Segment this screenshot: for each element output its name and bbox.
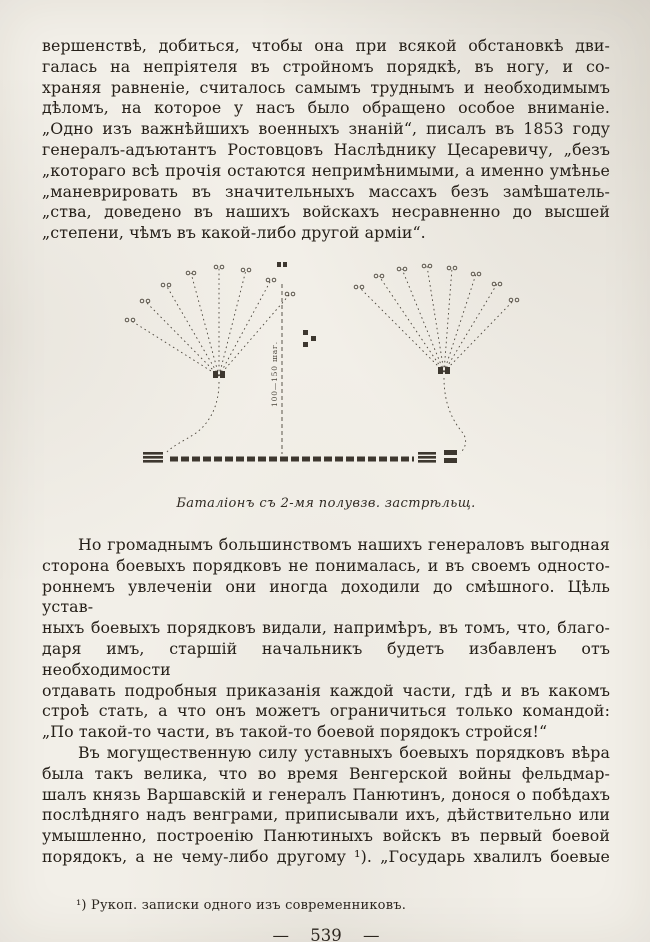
text-line: послѣдняго надъ венграми, приписывали ихъ, дѣйствительно или [42,805,610,825]
text-line: дѣломъ, на которое у насъ было обращено особое вниманіе. [42,98,610,118]
paragraph-3 [42,743,610,868]
text-line: Но громаднымъ большинствомъ нашихъ генераловъ выгодная [78,534,610,554]
formation-diagram-svg [116,256,536,488]
text-line: „котораго всѣ прочія остаются непримѣнимыми, а именно умѣнье [42,160,610,180]
text-line: сторона боевыхъ порядковъ не понималась, и въ своемъ односто- [42,555,610,575]
battalion-line [143,450,457,463]
text-line: „ства, доведено въ нашихъ войскахъ несравненно до высшей [42,202,610,222]
text-line: умышленно, построенію Панютиныхъ войскъ въ первый боевой [42,826,610,846]
text-line: храняя равненіе, считалось самымъ труднымъ и необходимымъ [42,77,610,97]
text-line: строѣ стать, а что онъ можетъ ограничиться только командой: [42,701,610,721]
support-cluster [277,262,316,347]
text-line: „Одно изъ важнѣйшихъ военныхъ знаній“, писалъ въ 1853 году [42,119,610,139]
page-number: — 539 — [272,925,380,942]
text-line: „По такой-то части, въ такой-то боевой порядокъ стройся!“ [42,722,548,742]
skirmisher-pairs [354,264,519,302]
text-line: была такъ велика, что во время Венгерской войны фельдмар- [42,763,610,783]
text-line: шалъ князь Варшавскій и генералъ Панютинъ, донося о побѣдахъ [42,784,610,804]
paragraph-2 [42,535,610,743]
text-line: отдавать подробныя приказанія каждой части, гдѣ и въ какомъ [42,680,610,700]
text-line: даря имъ, старшій начальникъ будетъ избавленъ отъ необходимости [42,638,610,679]
text-line: „маневрировать въ значительныхъ массахъ безъ замѣшатель- [42,181,610,201]
text-line: вершенствѣ, добиться, чтобы она при всякой обстановкѣ дви- [42,36,610,55]
right-skirmisher-fan [354,264,519,374]
figure-caption: Баталіонъ съ 2-мя полувзв. застрѣльщ. [176,495,476,511]
skirmisher-pairs [125,265,295,322]
text-line: ныхъ боевыхъ порядковъ видали, напримѣръ, въ томъ, что, благо- [42,618,610,638]
text-line: генералъ-адъютантъ Ростовцовъ Наслѣднику Цесаревичу, „безъ [42,139,610,159]
text-line: роннемъ увлеченіи они иногда доходили до смѣшного. Цѣль устав- [42,576,610,617]
paragraph-1 [42,36,610,244]
text-line: Въ могущественную силу уставныхъ боевыхъ порядковъ вѣра [78,742,610,762]
distance-annotation: 100—150 шаг. [270,341,279,407]
text-line: „степени, чѣмъ въ какой-либо другой арміи“. [42,223,426,243]
connector-paths [166,378,466,453]
footnote: ¹) Рукоп. записки одного изъ современниковъ. [76,897,407,913]
text-line: порядокъ, а не чему-либо другому ¹). „Государь хвалилъ боевые [42,846,610,866]
text-line: галась на непріятеля въ стройномъ порядкѣ, въ ногу, и со- [42,56,610,76]
formation-diagram-figure [42,256,610,511]
